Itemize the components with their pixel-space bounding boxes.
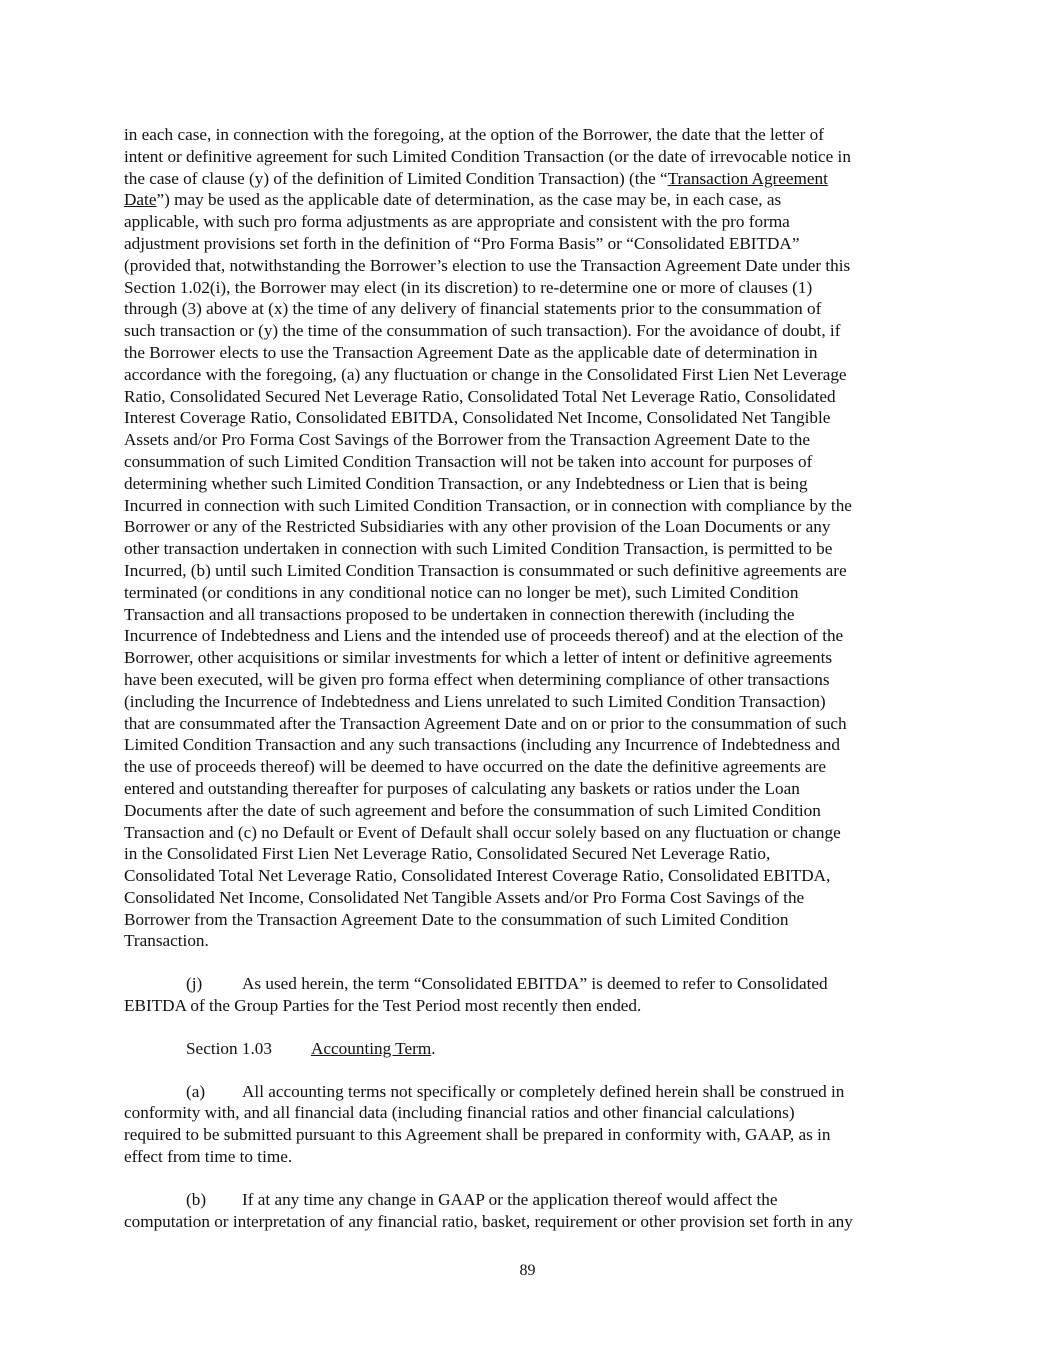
document-page	[124, 124, 934, 1232]
text-line: Incurrence of Indebtedness and Liens and the intended use of proceeds thereof) and at the election of the	[124, 626, 844, 646]
text-line: terminated (or conditions in any conditional notice can no longer be met), such Limited Condition	[124, 582, 799, 602]
paragraph-i-continuation	[124, 124, 934, 952]
text-line: in each case, in connection with the foregoing, at the option of the Borrower, the date that the letter of	[124, 125, 824, 144]
defined-term-continued: Date	[124, 190, 157, 210]
text-line: Section 1.02(i), the Borrower may elect (in its discretion) to re-determine one or more of clauses (1)	[124, 277, 813, 297]
paragraph-spacer	[124, 1168, 934, 1189]
clause-label: (a)	[186, 1081, 206, 1101]
text-line: through (3) above at (x) the time of any delivery of financial statements prior to the consummation of	[124, 299, 822, 319]
text-line: applicable, with such pro forma adjustments as are appropriate and consistent with the pro forma	[124, 212, 790, 232]
text-line: the use of proceeds thereof) will be deemed to have occurred on the date the definitive agreements are	[124, 757, 826, 777]
text-line: determining whether such Limited Condition Transaction, or any Indebtedness or Lien that is being	[124, 473, 808, 493]
paragraph-spacer	[124, 952, 934, 973]
text-line: Consolidated Total Net Leverage Ratio, Consolidated Interest Coverage Ratio, Consolidated EBITDA,	[124, 866, 831, 886]
text-line: Transaction.	[124, 931, 209, 951]
text-line: Incurred, (b) until such Limited Condition Transaction is consummated or such definitive agreements are	[124, 560, 847, 580]
text-line	[124, 973, 934, 995]
clause-label: (j)	[186, 974, 203, 994]
paragraph-b	[124, 1189, 934, 1233]
text-line: conformity with, and all financial data (including financial ratios and other financial calculations)	[124, 1103, 795, 1123]
text-line: accordance with the foregoing, (a) any fluctuation or change in the Consolidated First Lien Net Leverage	[124, 364, 847, 384]
text-line: in the Consolidated First Lien Net Leverage Ratio, Consolidated Secured Net Leverage Ratio,	[124, 844, 771, 864]
text-line	[124, 1189, 934, 1211]
text-line: the Borrower elects to use the Transaction Agreement Date as the applicable date of determination in	[124, 342, 818, 362]
text-line: EBITDA of the Group Parties for the Test Period most recently then ended.	[124, 996, 642, 1016]
text-line: Borrower or any of the Restricted Subsidiaries with any other provision of the Loan Documents or any	[124, 517, 831, 537]
text-line	[124, 168, 934, 190]
text-line: Limited Condition Transaction and any such transactions (including any Incurrence of Indebtedness and	[124, 735, 840, 755]
text-line: Interest Coverage Ratio, Consolidated EBITDA, Consolidated Net Income, Consolidated Net Tangible	[124, 408, 831, 428]
text-line: (including the Incurrence of Indebtedness and Liens unrelated to such Limited Condition Transaction)	[124, 691, 826, 711]
text-line: Incurred in connection with such Limited Condition Transaction, or in connection with compliance by the	[124, 495, 852, 515]
text-fragment: All accounting terms not specifically or completely defined herein shall be construed in	[242, 1081, 845, 1101]
text-fragment: As used herein, the term “Consolidated EBITDA” is deemed to refer to Consolidated	[242, 974, 828, 994]
text-line: Borrower from the Transaction Agreement Date to the consummation of such Limited Condition	[124, 909, 789, 929]
text-line: entered and outstanding thereafter for purposes of calculating any baskets or ratios under the Loan	[124, 778, 800, 798]
text-line	[124, 1038, 934, 1060]
paragraph-spacer	[124, 1017, 934, 1038]
text-line: Transaction and (c) no Default or Event of Default shall occur solely based on any fluctuation or change	[124, 822, 841, 842]
text-line: Consolidated Net Income, Consolidated Net Tangible Assets and/or Pro Forma Cost Savings of the	[124, 887, 805, 907]
text-line: other transaction undertaken in connection with such Limited Condition Transaction, is permitted to be	[124, 539, 833, 559]
text-line: required to be submitted pursuant to this Agreement shall be prepared in conformity with, GAAP, as in	[124, 1125, 831, 1145]
text-fragment: If at any time any change in GAAP or the application thereof would affect the	[242, 1189, 778, 1209]
text-fragment: the case of clause (y) of the definition of Limited Condition Transaction) (the “	[124, 168, 668, 188]
section-title: Accounting Term	[311, 1038, 432, 1058]
text-line: Documents after the date of such agreement and before the consummation of such Limited Condition	[124, 800, 821, 820]
paragraph-spacer	[124, 1060, 934, 1081]
text-line: Ratio, Consolidated Secured Net Leverage Ratio, Consolidated Total Net Leverage Ratio, Consolidated	[124, 386, 836, 406]
text-line: effect from time to time.	[124, 1147, 293, 1167]
text-line: consummation of such Limited Condition Transaction will not be taken into account for purposes of	[124, 451, 813, 471]
text-fragment: ”) may be used as the applicable date of determination, as the case may be, in each case, as	[156, 190, 782, 210]
text-line: adjustment provisions set forth in the definition of “Pro Forma Basis” or “Consolidated EBITDA”	[124, 233, 800, 253]
text-line: (provided that, notwithstanding the Borrower’s election to use the Transaction Agreement Date under this	[124, 255, 851, 275]
text-line: Borrower, other acquisitions or similar investments for which a letter of intent or definitive agreements	[124, 648, 833, 668]
text-line	[124, 1081, 934, 1103]
page-number: 89	[519, 1262, 536, 1279]
text-line: have been executed, will be given pro forma effect when determining compliance of other transactions	[124, 669, 830, 689]
text-line: such transaction or (y) the time of the consummation of such transaction). For the avoidance of doubt, if	[124, 321, 841, 341]
text-line	[124, 189, 934, 211]
text-line: Assets and/or Pro Forma Cost Savings of the Borrower from the Transaction Agreement Date to the	[124, 430, 810, 450]
section-heading	[124, 1038, 934, 1060]
section-number: Section 1.03	[186, 1038, 272, 1058]
clause-label: (b)	[186, 1189, 207, 1209]
section-title-period: .	[431, 1038, 436, 1058]
paragraph-j	[124, 973, 934, 1017]
defined-term: Transaction Agreement	[667, 168, 828, 188]
paragraph-a	[124, 1081, 934, 1168]
text-line: intent or definitive agreement for such Limited Condition Transaction (or the date of irrevocable notice in	[124, 146, 851, 166]
text-line: Transaction and all transactions proposed to be undertaken in connection therewith (including the	[124, 604, 795, 624]
text-line: that are consummated after the Transaction Agreement Date and on or prior to the consummation of such	[124, 713, 847, 733]
text-line: computation or interpretation of any financial ratio, basket, requirement or other provision set forth in any	[124, 1211, 853, 1231]
